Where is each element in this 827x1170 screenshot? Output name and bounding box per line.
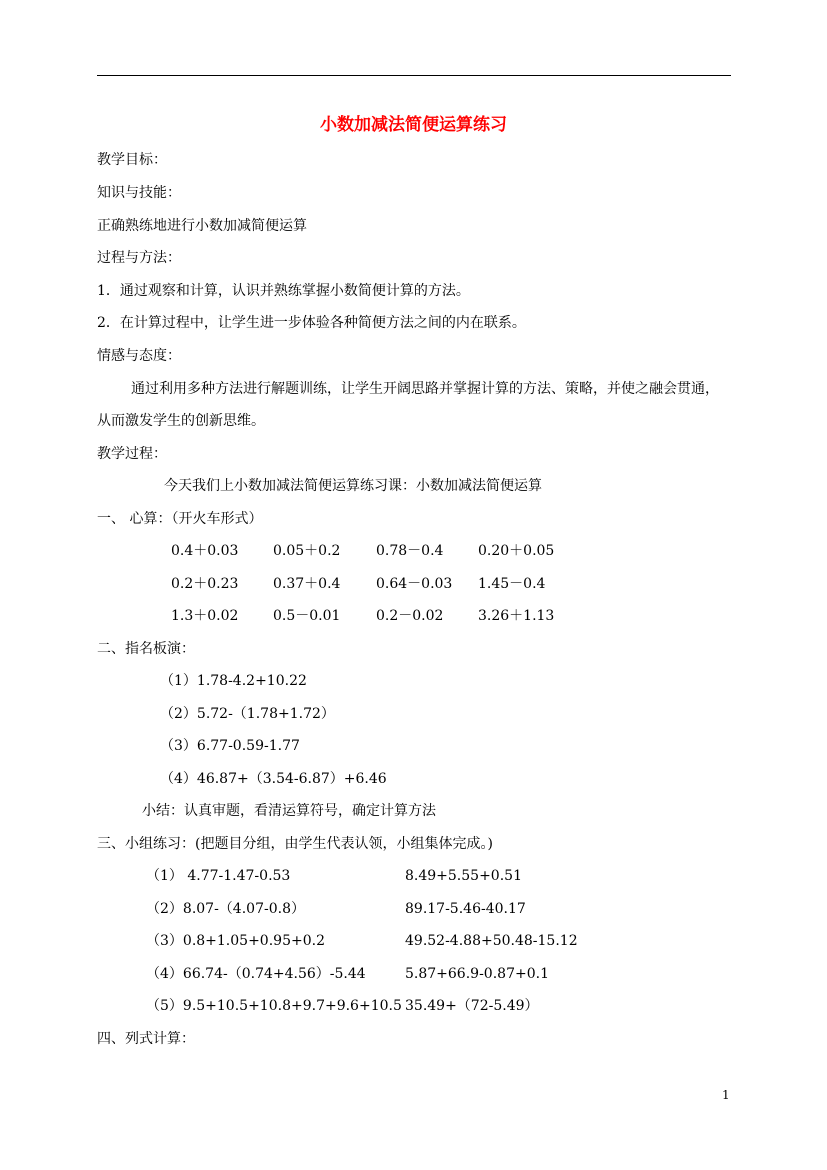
mental-math-item: 0.4＋0.03 xyxy=(171,543,239,559)
process-item-1: 1．通过观察和计算，认识并熟练掌握小数简便计算的方法。 xyxy=(97,283,470,299)
mental-math-item: 0.78－0.4 xyxy=(376,543,444,559)
mental-math-item: 1.45－0.4 xyxy=(478,576,546,592)
board-item: （1）1.78-4.2+10.22 xyxy=(160,673,307,689)
group-exercise-item: （4）66.74-（0.74+4.56）-5.44 xyxy=(146,966,366,982)
section4-heading: 四、列式计算： xyxy=(97,1031,195,1047)
emotion-paragraph-line-1: 通过利用多种方法进行解题训练，让学生开阔思路并掌握计算的方法、策略，并使之融会贯通， xyxy=(131,381,719,397)
mental-math-item: 0.64－0.03 xyxy=(376,576,453,592)
group-exercise-item: （3）0.8+1.05+0.95+0.2 xyxy=(146,933,325,949)
section1-heading: 一、 心算：（开火车形式） xyxy=(97,511,263,527)
group-exercise-item: 5.87+66.9-0.87+0.1 xyxy=(405,966,549,982)
group-exercise-item: （1） 4.77-1.47-0.53 xyxy=(146,868,291,884)
section3-heading: 三、小组练习：(把题目分组，由学生代表认领，小组集体完成。) xyxy=(97,836,493,852)
mental-math-item: 0.2－0.02 xyxy=(376,608,444,624)
intro-text: 今天我们上小数加减法简便运算练习课：小数加减法简便运算 xyxy=(164,478,542,494)
section2-summary: 小结：认真审题，看清运算符号，确定计算方法 xyxy=(142,803,436,819)
group-exercise-item: 49.52-4.88+50.48-15.12 xyxy=(405,933,578,949)
mental-math-item: 1.3＋0.02 xyxy=(171,608,239,624)
mental-math-item: 0.5－0.01 xyxy=(273,608,341,624)
emotion-paragraph-line-2: 从而激发学生的创新思维。 xyxy=(97,413,265,429)
group-exercise-item: 35.49+（72-5.49） xyxy=(405,998,539,1014)
heading-knowledge: 知识与技能： xyxy=(97,185,181,201)
heading-objectives: 教学目标： xyxy=(97,152,167,168)
header-rule xyxy=(97,75,731,76)
heading-teaching-process: 教学过程： xyxy=(97,446,167,462)
process-item-2: 2．在计算过程中，让学生进一步体验各种简便方法之间的内在联系。 xyxy=(97,315,526,331)
page-number: 1 xyxy=(722,1088,730,1102)
board-item: （2）5.72-（1.78+1.72） xyxy=(160,706,335,722)
board-item: （3）6.77-0.59-1.77 xyxy=(160,738,300,754)
group-exercise-item: 8.49+5.55+0.51 xyxy=(405,868,522,884)
board-item: （4）46.87+（3.54-6.87）+6.46 xyxy=(160,771,387,787)
heading-emotion: 情感与态度： xyxy=(97,348,181,364)
group-exercise-item: （5）9.5+10.5+10.8+9.7+9.6+10.5 xyxy=(146,998,402,1014)
mental-math-item: 0.37＋0.4 xyxy=(273,576,341,592)
mental-math-item: 0.2＋0.23 xyxy=(171,576,239,592)
heading-process-methods: 过程与方法： xyxy=(97,250,181,266)
knowledge-text: 正确熟练地进行小数加减简便运算 xyxy=(97,218,307,234)
group-exercise-item: （2）8.07-（4.07-0.8） xyxy=(146,901,305,917)
group-exercise-item: 89.17-5.46-40.17 xyxy=(405,901,526,917)
mental-math-item: 0.05＋0.2 xyxy=(273,543,341,559)
mental-math-item: 0.20＋0.05 xyxy=(478,543,555,559)
document-title: 小数加减法简便运算练习 xyxy=(320,115,507,135)
mental-math-item: 3.26＋1.13 xyxy=(478,608,555,624)
section2-heading: 二、指名板演： xyxy=(97,641,195,657)
